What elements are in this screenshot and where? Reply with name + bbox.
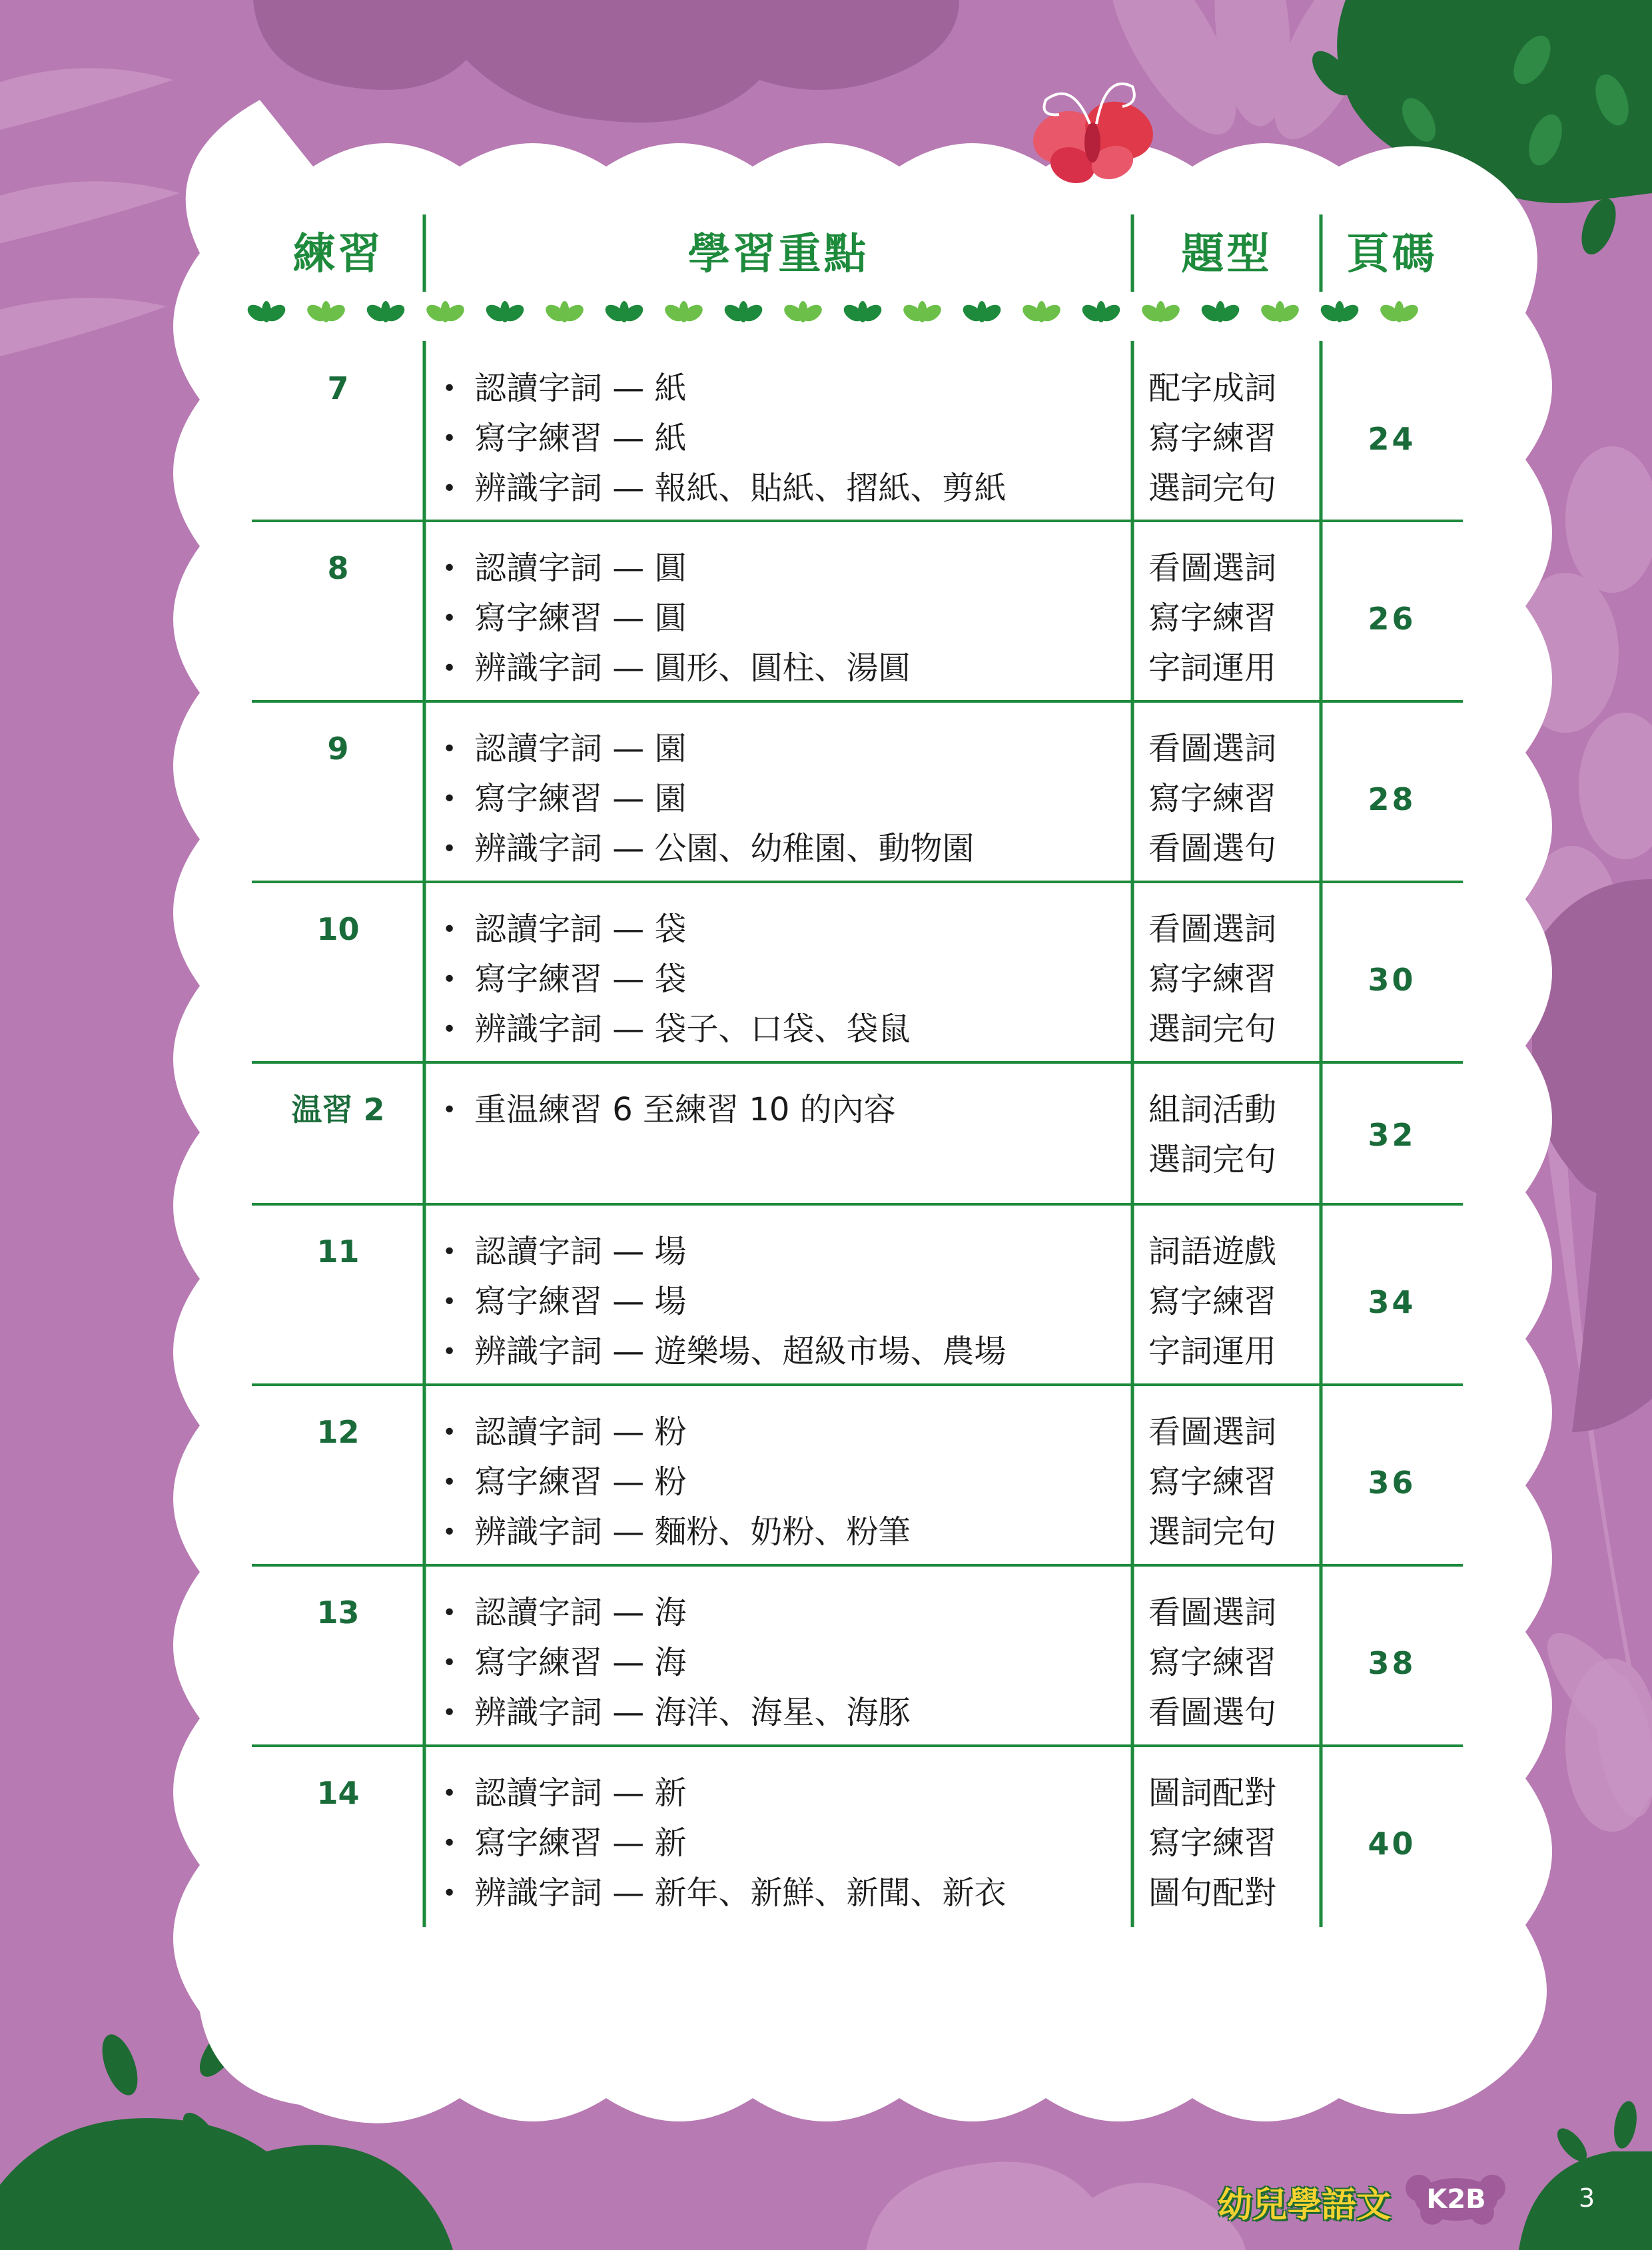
learning-point: • 認讀字詞 — 新	[442, 1768, 1007, 1818]
learning-point: • 重温練習 6 至練習 10 的內容	[442, 1085, 896, 1135]
question-type: 看圖選詞	[1148, 730, 1277, 767]
header-question-type: 題型	[1181, 230, 1272, 279]
question-type: 選詞完句	[1148, 1141, 1277, 1178]
question-type: 看圖選詞	[1148, 550, 1277, 587]
learning-points	[442, 1768, 1007, 1918]
question-types	[1148, 724, 1276, 874]
exercise-number: 8	[327, 550, 349, 586]
question-type: 詞語遊戲	[1148, 1233, 1277, 1270]
question-type: 配字成詞	[1148, 370, 1277, 407]
page-number: 3	[1579, 2183, 1595, 2213]
header-exercise: 練習	[292, 230, 384, 279]
question-type: 寫字練習	[1148, 1824, 1277, 1862]
level-label: K2B	[1426, 2184, 1486, 2215]
learning-point: • 寫字練習 — 場	[442, 1277, 1007, 1327]
question-type: 看圖選詞	[1148, 1594, 1277, 1631]
exercise-number: 7	[327, 370, 349, 406]
learning-point: • 辨識字詞 — 海洋、海星、海豚	[442, 1688, 911, 1738]
learning-points	[442, 724, 975, 874]
question-types	[1148, 1768, 1276, 1918]
learning-point: • 辨識字詞 — 新年、新鮮、新聞、新衣	[442, 1868, 1007, 1918]
page-ref: 36	[1368, 1464, 1416, 1501]
learning-point: • 寫字練習 — 圓	[442, 593, 911, 643]
exercise-number: 13	[316, 1595, 360, 1631]
page-ref: 38	[1368, 1645, 1416, 1681]
learning-point: • 寫字練習 — 紙	[442, 414, 1007, 464]
question-type: 寫字練習	[1148, 1463, 1277, 1501]
page-ref: 26	[1368, 600, 1416, 637]
question-type: 看圖選詞	[1148, 911, 1277, 948]
page-ref: 32	[1368, 1117, 1416, 1153]
exercise-number: 温習 2	[291, 1092, 385, 1128]
learning-point: • 認讀字詞 — 場	[442, 1227, 1007, 1277]
learning-point: • 認讀字詞 — 園	[442, 724, 975, 774]
learning-point: • 辨識字詞 — 公園、幼稚園、動物園	[442, 824, 975, 874]
learning-points	[442, 905, 911, 1054]
question-type: 圖詞配對	[1148, 1774, 1277, 1812]
book-title: 幼兒學語文	[1218, 2185, 1392, 2225]
exercise-number: 9	[327, 731, 349, 767]
learning-point: • 辨識字詞 — 麵粉、奶粉、粉筆	[442, 1507, 911, 1557]
page-ref: 30	[1368, 961, 1416, 998]
learning-points	[442, 1085, 896, 1135]
exercise-number: 11	[316, 1234, 360, 1270]
question-type: 寫字練習	[1148, 1644, 1277, 1681]
learning-points	[442, 364, 1007, 514]
question-types	[1148, 1227, 1276, 1377]
learning-point: • 寫字練習 — 海	[442, 1638, 911, 1688]
question-types	[1148, 1085, 1276, 1185]
question-types	[1148, 544, 1276, 693]
question-types	[1148, 1407, 1276, 1557]
question-type: 選詞完句	[1148, 470, 1277, 507]
learning-point: • 寫字練習 — 新	[442, 1818, 1007, 1868]
exercise-number: 12	[316, 1414, 360, 1450]
question-types	[1148, 1588, 1276, 1738]
page-ref: 24	[1368, 420, 1416, 457]
learning-point: • 認讀字詞 — 袋	[442, 905, 911, 954]
page-ref: 28	[1368, 781, 1416, 817]
learning-point: • 寫字練習 — 園	[442, 774, 975, 824]
page-ref: 40	[1368, 1825, 1416, 1862]
learning-point: • 寫字練習 — 袋	[442, 954, 911, 1004]
header-page: 頁碼	[1346, 230, 1438, 279]
question-type: 看圖選句	[1148, 1694, 1277, 1731]
learning-point: • 辨識字詞 — 圓形、圓柱、湯圓	[442, 643, 911, 693]
header-learning-focus: 學習重點	[687, 230, 869, 279]
question-type: 選詞完句	[1148, 1513, 1277, 1551]
learning-points	[442, 544, 911, 693]
question-type: 組詞活動	[1148, 1091, 1277, 1128]
learning-point: • 認讀字詞 — 圓	[442, 544, 911, 593]
question-type: 看圖選句	[1148, 830, 1277, 867]
learning-point: • 寫字練習 — 粉	[442, 1457, 911, 1507]
question-type: 選詞完句	[1148, 1010, 1277, 1048]
exercise-number: 14	[316, 1775, 360, 1811]
question-types	[1148, 905, 1276, 1054]
learning-point: • 認讀字詞 — 海	[442, 1588, 911, 1638]
learning-points	[442, 1227, 1007, 1377]
question-type: 圖句配對	[1148, 1874, 1277, 1912]
question-type: 寫字練習	[1148, 420, 1277, 457]
question-type: 寫字練習	[1148, 1283, 1277, 1320]
question-type: 寫字練習	[1148, 960, 1277, 998]
question-type: 看圖選詞	[1148, 1413, 1277, 1451]
question-type: 字詞運用	[1148, 649, 1277, 687]
learning-points	[442, 1407, 911, 1557]
learning-point: • 認讀字詞 — 紙	[442, 364, 1007, 414]
learning-point: • 辨識字詞 — 袋子、口袋、袋鼠	[442, 1004, 911, 1054]
learning-point: • 辨識字詞 — 報紙、貼紙、摺紙、剪紙	[442, 464, 1007, 514]
exercise-number: 10	[316, 911, 360, 947]
learning-point: • 認讀字詞 — 粉	[442, 1407, 911, 1457]
page-ref: 34	[1368, 1284, 1416, 1320]
learning-points	[442, 1588, 911, 1738]
question-type: 字詞運用	[1148, 1333, 1277, 1370]
question-types	[1148, 364, 1276, 514]
learning-point: • 辨識字詞 — 遊樂場、超級市場、農場	[442, 1327, 1007, 1377]
question-type: 寫字練習	[1148, 599, 1277, 637]
question-type: 寫字練習	[1148, 780, 1277, 817]
